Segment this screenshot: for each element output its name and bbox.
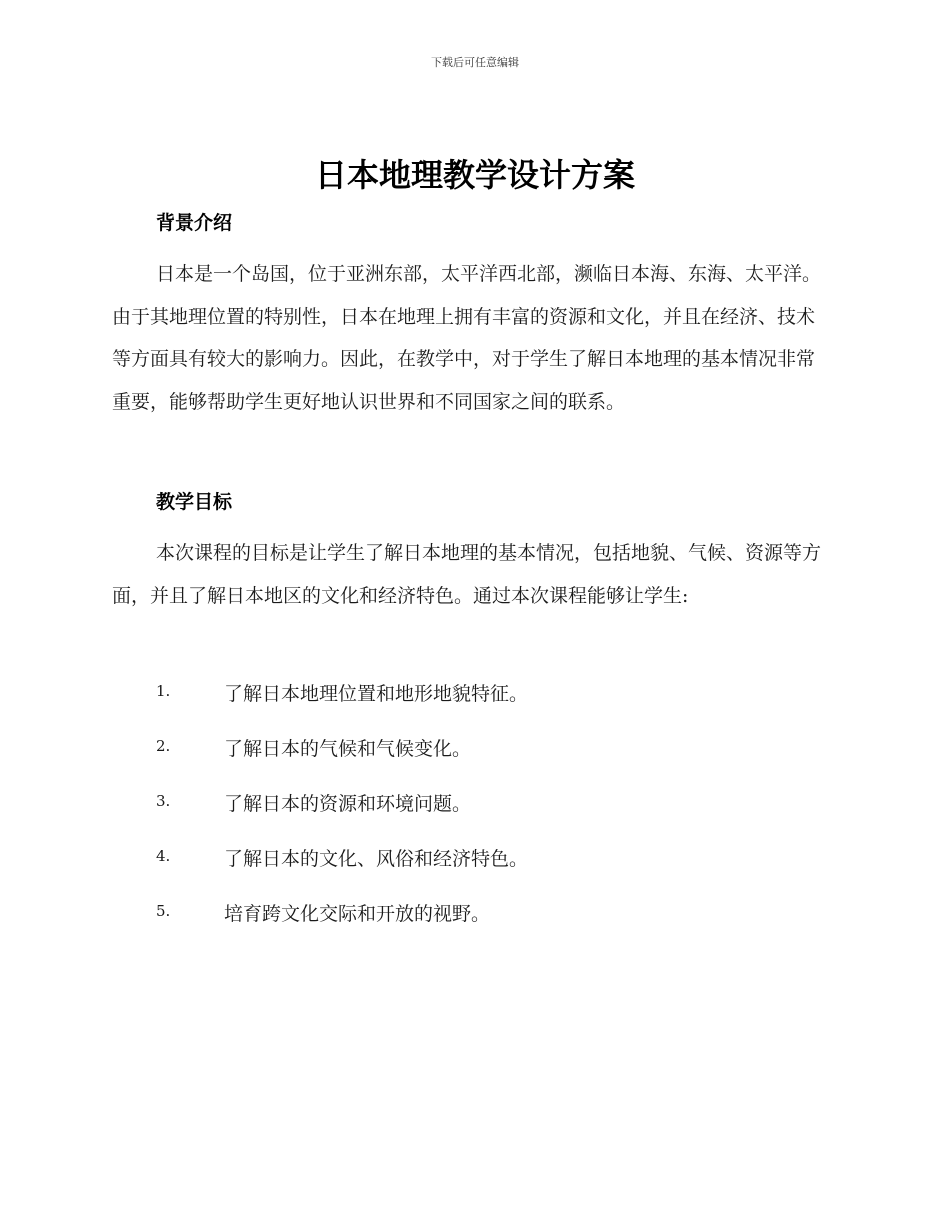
list-item-text: 了解日本的资源和环境问题。 — [224, 793, 472, 815]
list-item-number: 3. — [156, 792, 171, 810]
list-item — [0, 782, 950, 837]
list-item-number: 5. — [156, 902, 171, 920]
page-title: 日本地理教学设计方案 — [314, 156, 635, 194]
objectives-paragraph: 本次课程的目标是让学生了解日本地理的基本情况，包括地貌、气候、资源等方面，并且了解日本地区的文化和经济特色。通过本次课程能够让学生: — [112, 542, 822, 607]
list-item-text: 培育跨文化交际和开放的视野。 — [224, 903, 491, 925]
background-paragraph: 日本是一个岛国，位于亚洲东部，太平洋西北部，濒临日本海、东海、太平洋。由于其地理位置的特别性，日本在地理上拥有丰富的资源和文化，并且在经济、技术等方面具有较大的影响力。因此，在教学中，对于学生了解日本地理的基本情况非常重要，能够帮助学生更好地认识世界和不同国家之间的联系。 — [112, 263, 822, 413]
objectives-list — [0, 672, 950, 947]
section-heading-objectives: 教学目标 — [156, 491, 233, 513]
list-item — [0, 837, 950, 892]
list-item — [0, 892, 950, 947]
list-item-text: 了解日本地理位置和地形地貌特征。 — [224, 683, 529, 705]
list-item-text: 了解日本的文化、风俗和经济特色。 — [224, 848, 529, 870]
list-item — [0, 727, 950, 782]
list-item-number: 2. — [156, 737, 171, 755]
header-note: 下载后可任意编辑 — [431, 56, 519, 69]
list-item-text: 了解日本的气候和气候变化。 — [224, 738, 472, 760]
section-heading-background: 背景介绍 — [156, 212, 233, 234]
list-item — [0, 672, 950, 727]
list-item-number: 1. — [156, 682, 171, 700]
list-item-number: 4. — [156, 847, 171, 865]
